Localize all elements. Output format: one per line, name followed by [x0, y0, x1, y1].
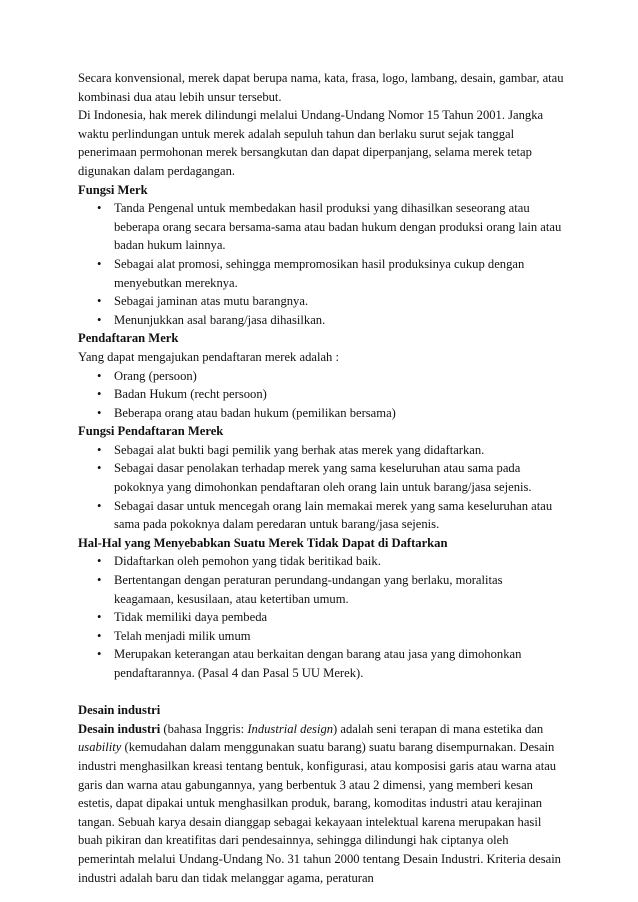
term-desain-industri: Desain industri — [78, 721, 161, 736]
list-item: • Sebagai dasar penolakan terhadap merek yang sama keseluruhan atau sama pada pokoknya yang dimohonkan pendaftaran oleh orang lain untuk barang/jasa sejenis. — [114, 459, 564, 496]
paragraph-gap — [78, 683, 564, 702]
intro-paragraph-1: Secara konvensional, merek dapat berupa nama, kata, frasa, logo, lambang, desain, gambar, atau kombinasi dua atau lebih unsur tersebut. — [78, 71, 564, 104]
list-item: • Sebagai dasar untuk mencegah orang lain memakai merek yang sama keseluruhan atau sama pada pokoknya dalam peredaran untuk barang/jasa sejenis. — [114, 497, 564, 534]
list-item: • Telah menjadi milik umum — [114, 627, 564, 646]
pendaftaran-intro: Yang dapat mengajukan pendaftaran merek adalah : — [78, 349, 339, 364]
text-fragment: (bahasa Inggris: — [160, 721, 248, 736]
list-item: • Sebagai alat promosi, sehingga mempromosikan hasil produksinya cukup dengan menyebutkan mereknya. — [114, 255, 564, 292]
list-item: • Tidak memiliki daya pembeda — [114, 608, 564, 627]
list-pendaftaran-merk — [78, 367, 564, 423]
text-fragment: (kemudahan dalam menggunakan suatu barang) suatu barang disempurnakan. Desain industri menghasilkan kreasi tentang bentuk, konfigurasi, atau komposisi garis atau warna atau garis dan warna atau gabungannya, yang berbentuk 3 atau 2 dimensi, yang memberi kesan estetis, dapat dipakai untuk menghasilkan produk, barang, komoditas industri atau kerajinan tangan. Sebuah karya desain dianggap sebagai kekayaan intelektual karena merupakan hasil buah pikiran dan kreatifitas dari pendesainnya, sehingga dilindungi hak ciptanya oleh pemerintah melalui Undang-Undang No. 31 tahun 2000 tentang Desain Industri. Kriteria desain industri adalah baru dan tidak melanggar agama, peraturan — [78, 740, 561, 885]
list-item: • Badan Hukum (recht persoon) — [114, 385, 564, 404]
heading-fungsi-pendaftaran: Fungsi Pendaftaran Merek — [78, 424, 224, 439]
list-fungsi-merk — [78, 199, 564, 329]
intro-paragraph-2: Di Indonesia, hak merek dilindungi melalui Undang-Undang Nomor 15 Tahun 2001. Jangka waktu perlindungan untuk merek adalah sepuluh tahun dan berlaku surut sejak tanggal penerimaan permohonan merek bersangkutan dan dapat diperpanjang, selama merek tetap digunakan dalam perdagangan. — [78, 108, 544, 178]
list-item: • Merupakan keterangan atau berkaitan dengan barang atau jasa yang dimohonkan pendaftarannya. (Pasal 4 dan Pasal 5 UU Merek). — [114, 645, 564, 682]
heading-desain-industri: Desain industri — [78, 703, 161, 718]
list-item: • Orang (persoon) — [114, 367, 564, 386]
list-item: • Tanda Pengenal untuk membedakan hasil produksi yang dihasilkan seseorang atau beberapa orang secara bersama-sama atau badan hukum dengan produksi orang lain atau badan hukum lainnya. — [114, 199, 564, 255]
list-item: • Sebagai jaminan atas mutu barangnya. — [114, 292, 564, 311]
list-tidak-dapat-didaftarkan — [78, 552, 564, 682]
text-fragment: ) adalah seni terapan di mana estetika dan — [333, 721, 544, 736]
heading-pendaftaran-merk: Pendaftaran Merk — [78, 331, 179, 346]
english-term: Industrial design — [247, 721, 334, 736]
document-body — [78, 69, 564, 887]
heading-tidak-dapat-didaftarkan: Hal-Hal yang Menyebabkan Suatu Merek Tidak Dapat di Daftarkan — [78, 535, 448, 550]
heading-fungsi-merk: Fungsi Merk — [78, 182, 148, 197]
list-item: • Didaftarkan oleh pemohon yang tidak beritikad baik. — [114, 552, 564, 571]
list-item: • Beberapa orang atau badan hukum (pemilikan bersama) — [114, 404, 564, 423]
list-item: • Menunjukkan asal barang/jasa dihasilkan. — [114, 311, 564, 330]
list-fungsi-pendaftaran — [78, 441, 564, 534]
list-item: • Sebagai alat bukti bagi pemilik yang berhak atas merek yang didaftarkan. — [114, 441, 564, 460]
list-item: • Bertentangan dengan peraturan perundang-undangan yang berlaku, moralitas keagamaan, kesusilaan, atau ketertiban umum. — [114, 571, 564, 608]
desain-industri-paragraph — [78, 720, 564, 887]
term-usability: usability — [78, 740, 122, 755]
